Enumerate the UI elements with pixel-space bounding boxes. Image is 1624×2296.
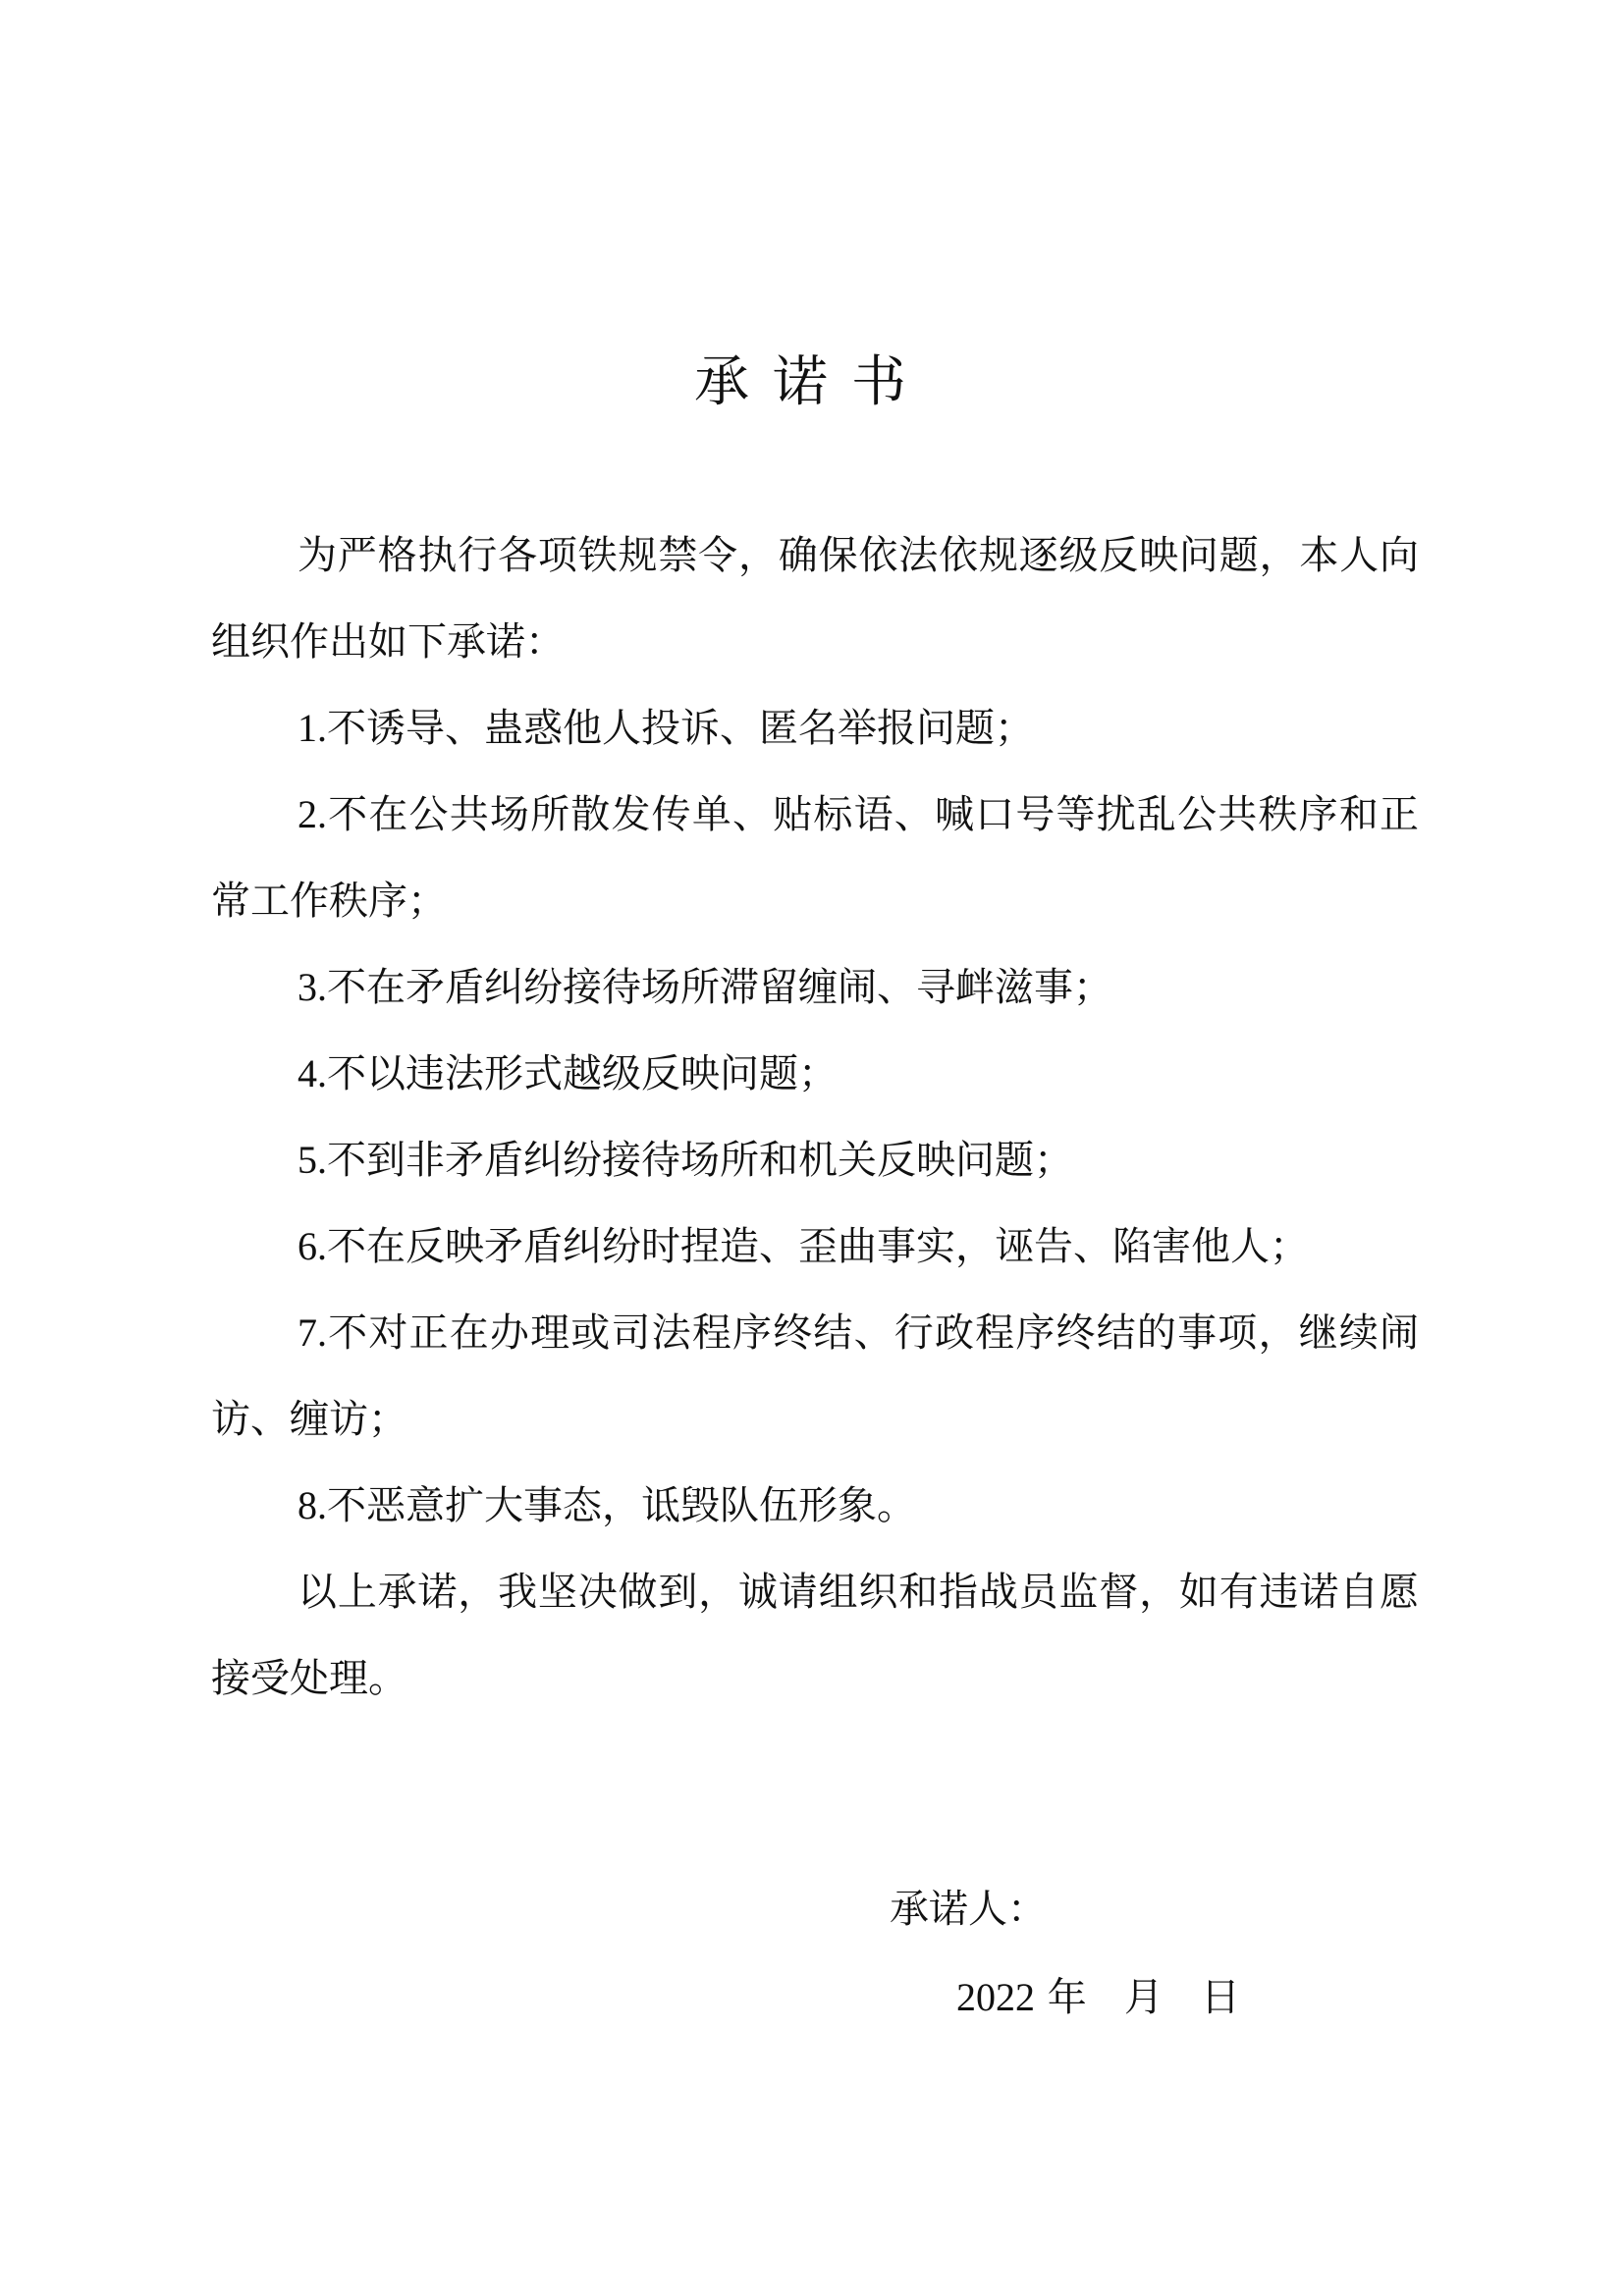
document-title: 承诺书 xyxy=(694,350,930,414)
pledge-item-4 xyxy=(211,1031,1419,1117)
pledge-number: 4. xyxy=(298,1051,327,1095)
pledge-item-8 xyxy=(211,1463,1419,1549)
pledge-number: 1. xyxy=(298,706,327,750)
date-day-unit: 日 xyxy=(1201,1975,1241,2020)
pledge-item-7 xyxy=(211,1290,1419,1463)
pledge-item-1 xyxy=(211,685,1419,772)
pledge-text: 不到非矛盾纠纷接待场所和机关反映问题； xyxy=(327,1138,1073,1183)
pledge-item-6 xyxy=(211,1203,1419,1290)
date-year-unit: 年 xyxy=(1047,1975,1087,2020)
date-year: 2022 xyxy=(956,1975,1035,2019)
pledge-number: 2. xyxy=(298,792,327,836)
pledge-text: 不恶意扩大事态，诋毁队伍形象。 xyxy=(327,1483,916,1528)
pledge-text: 不在反映矛盾纠纷时捏造、歪曲事实，诬告、陷害他人； xyxy=(327,1224,1309,1269)
pledge-text: 不以违法形式越级反映问题； xyxy=(327,1051,838,1096)
pledge-number: 6. xyxy=(298,1224,327,1268)
pledge-text: 不在公共场所散发传单、贴标语、喊口号等扰乱公共秩序和正常工作秩序； xyxy=(211,792,1419,924)
closing-paragraph: 以上承诺，我坚决做到，诚请组织和指战员监督，如有违诺自愿接受处理。 xyxy=(211,1570,1419,1701)
intro-paragraph: 为严格执行各项铁规禁令，确保依法依规逐级反映问题，本人向组织作出如下承诺： xyxy=(211,533,1419,665)
pledge-number: 8. xyxy=(298,1483,327,1527)
pledge-item-3 xyxy=(211,944,1419,1031)
pledge-item-5 xyxy=(211,1117,1419,1203)
document-body xyxy=(211,512,1419,1722)
pledge-text: 不诱导、蛊惑他人投诉、匿名举报问题； xyxy=(327,706,1034,751)
date-month-unit: 月 xyxy=(1123,1975,1164,2020)
pledge-number: 3. xyxy=(298,965,327,1009)
pledge-number: 7. xyxy=(298,1310,327,1355)
pledge-number: 5. xyxy=(298,1138,327,1182)
signature-date xyxy=(956,1968,1240,2027)
pledge-item-2 xyxy=(211,772,1419,944)
pledge-text: 不对正在办理或司法程序终结、行政程序终结的事项，继续闹访、缠访； xyxy=(211,1310,1419,1442)
pledge-text: 不在矛盾纠纷接待场所滞留缠闹、寻衅滋事； xyxy=(327,965,1112,1010)
signer-label: 承诺人： xyxy=(890,1887,1047,1932)
